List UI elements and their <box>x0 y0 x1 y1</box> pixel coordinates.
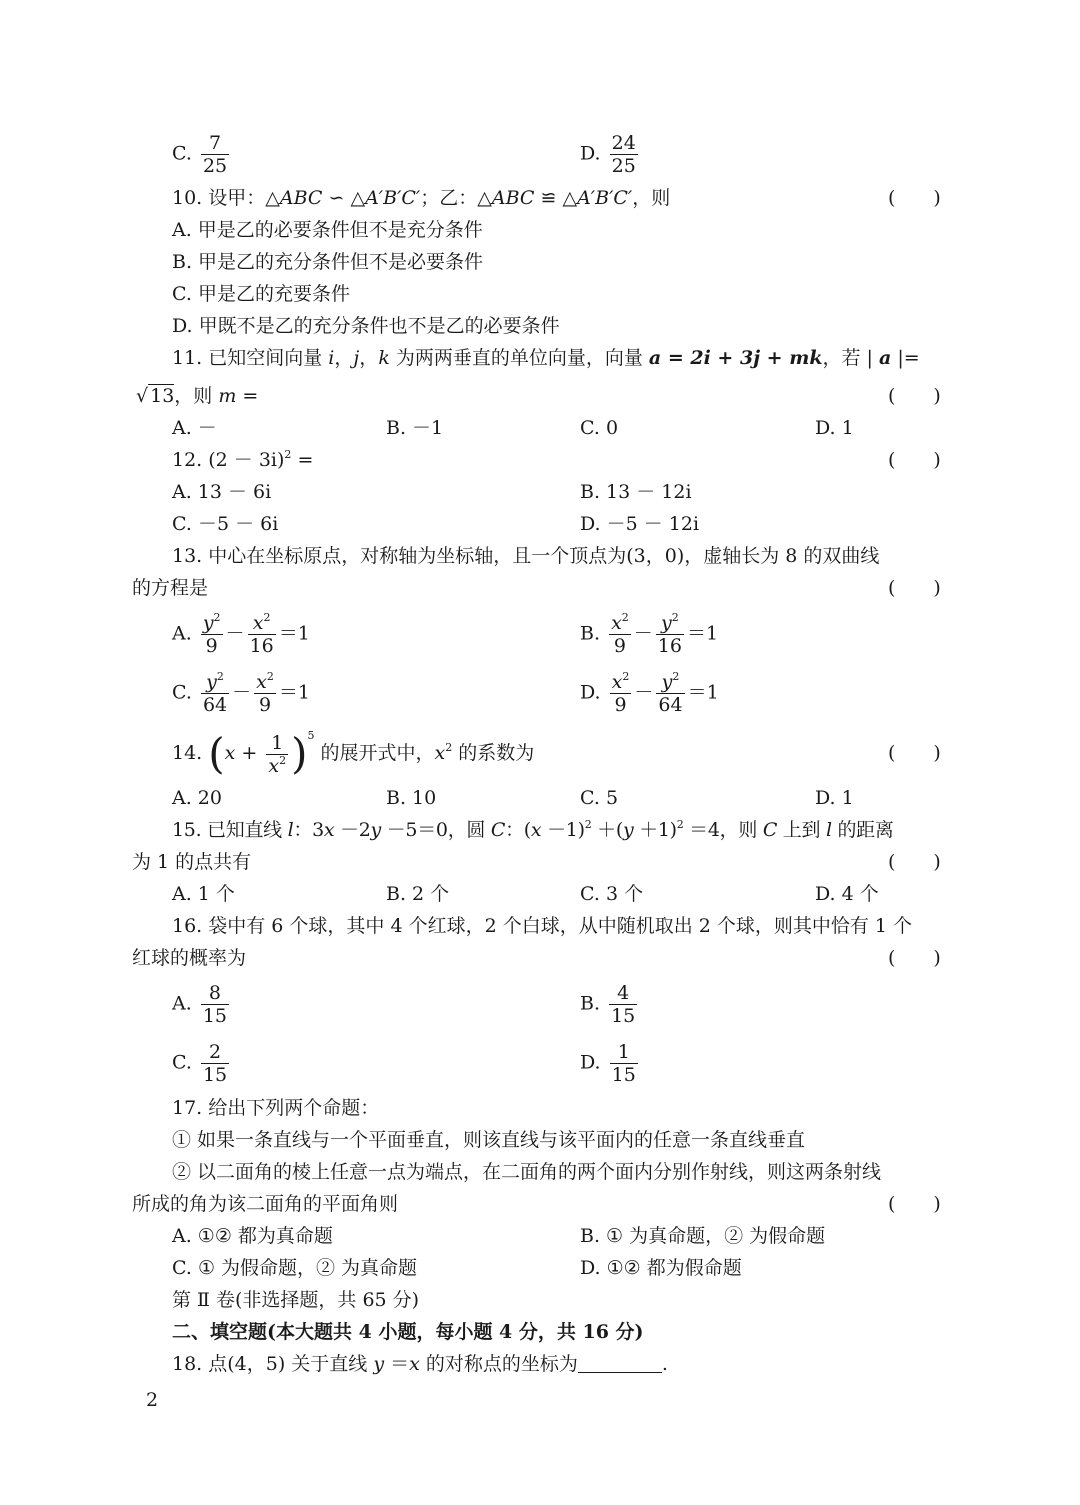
minus: － <box>225 622 245 645</box>
text: ；乙：△ <box>420 187 492 209</box>
q10-option-d: D. 甲既不是乙的充分条件也不是乙的必要条件 <box>172 315 560 337</box>
radicand: 13 <box>150 385 175 407</box>
q17-proposition-1: ① 如果一条直线与一个平面垂直，则该直线与该平面内的任意一条直线垂直 <box>172 1129 806 1151</box>
math: x <box>530 819 542 841</box>
exponent: 2 <box>263 611 271 624</box>
equals: ＝1 <box>686 622 719 645</box>
numerator <box>201 671 229 693</box>
exponent: 2 <box>584 818 592 831</box>
q11-stem-line1 <box>172 346 920 370</box>
q12-answer-paren: ( ) <box>888 449 941 471</box>
text: ：3 <box>293 819 324 841</box>
option-label: A. <box>172 992 192 1015</box>
q11-option-a: A. － <box>172 417 217 439</box>
q11-stem-line2 <box>136 384 258 408</box>
q15-stem-line1 <box>172 818 894 842</box>
minus: － <box>634 681 654 704</box>
plus: + <box>235 742 264 764</box>
numerator: 1 <box>617 1041 630 1063</box>
fraction <box>610 1041 638 1086</box>
q16-option-d <box>580 1041 641 1086</box>
exponent: 2 <box>213 611 221 624</box>
q16-option-c <box>172 1041 232 1086</box>
exponent: 2 <box>279 753 287 767</box>
q13-option-d <box>580 671 719 716</box>
q18-stem <box>172 1352 668 1376</box>
math: y <box>373 1353 385 1375</box>
text: －5＝0，圆 <box>380 819 491 841</box>
math: x <box>268 754 280 777</box>
text: ， <box>359 347 379 369</box>
numerator <box>609 612 631 634</box>
numerator: 7 <box>209 132 222 154</box>
equals: ＝1 <box>278 622 310 645</box>
text: 11. 已知空间向量 <box>172 347 329 369</box>
math: j <box>353 347 360 369</box>
math: ABC <box>491 187 535 209</box>
q12-option-a: A. 13 － 6i <box>172 481 272 503</box>
q15-option-a: A. 1 个 <box>172 883 235 905</box>
text: . <box>661 1353 668 1375</box>
text: ＝4，则 <box>683 819 763 841</box>
q10-answer-paren: ( ) <box>888 187 941 209</box>
q13-stem-line1: 13. 中心在坐标原点，对称轴为坐标轴，且一个顶点为(3，0)，虚轴长为 8 的双曲线 <box>172 545 880 567</box>
math: m <box>218 385 237 407</box>
equals: ＝1 <box>278 681 310 704</box>
text: ，若 | <box>822 347 879 369</box>
math: x <box>224 742 236 764</box>
math: x <box>323 819 335 841</box>
fraction <box>656 612 684 657</box>
q16-option-a <box>172 982 232 1027</box>
right-paren-icon: ) <box>291 729 308 778</box>
text: ，则 <box>632 187 671 209</box>
text: －2 <box>334 819 371 841</box>
exponent: 2 <box>671 611 679 624</box>
q17-option-b: B. ① 为真命题，② 为假命题 <box>580 1225 826 1247</box>
q16-answer-paren: ( ) <box>888 947 941 969</box>
text: ， <box>334 347 354 369</box>
q11-option-b: B. －1 <box>386 417 444 439</box>
text: 12. (2 － 3i) <box>172 449 285 471</box>
math: y <box>661 671 673 693</box>
numerator <box>201 612 223 634</box>
denominator: 15 <box>202 1064 228 1086</box>
math: A′B′C′ <box>365 187 421 209</box>
numerator <box>254 671 276 693</box>
q14-option-a: A. 20 <box>172 787 222 809</box>
text: = <box>291 449 314 471</box>
denominator: 25 <box>202 155 228 177</box>
math: x <box>611 612 622 634</box>
q13-stem-line2: 的方程是 <box>132 577 209 599</box>
denominator: 9 <box>609 634 631 657</box>
option-label: A. <box>172 622 192 645</box>
math: y <box>206 671 217 693</box>
text: 的系数为 <box>452 742 535 764</box>
denominator: 15 <box>202 1005 227 1027</box>
option-label: C. <box>172 681 192 704</box>
q15-option-d: D. 4 个 <box>815 883 879 905</box>
math: C <box>762 819 778 841</box>
text: ：( <box>505 819 531 841</box>
q12-option-c: C. －5 － 6i <box>172 513 279 535</box>
exponent: 2 <box>445 741 453 754</box>
question-number: 14. <box>172 742 203 764</box>
denominator: 15 <box>611 1064 636 1086</box>
q16-option-b <box>580 982 640 1027</box>
exponent: 2 <box>284 448 292 461</box>
q13-option-b <box>580 612 718 657</box>
text: ≌ △ <box>534 187 578 209</box>
fraction <box>610 671 632 716</box>
fraction <box>201 982 229 1027</box>
option-label: B. <box>580 992 601 1015</box>
denominator: 9 <box>610 693 632 716</box>
exponent: 2 <box>622 670 630 683</box>
text: 为两两垂直的单位向量，向量 <box>389 347 649 369</box>
numerator: 2 <box>209 1041 222 1063</box>
math: x <box>256 671 267 693</box>
math: x <box>252 612 264 634</box>
q11-answer-paren: ( ) <box>888 385 941 407</box>
q17-proposition-2-line1: ② 以二面角的棱上任意一点为端点，在二面角的两个面内分别作射线，则这两条射线 <box>172 1161 882 1183</box>
exponent: 2 <box>672 670 680 683</box>
q15-stem-line2: 为 1 的点共有 <box>132 851 252 873</box>
q13-answer-paren: ( ) <box>888 577 941 599</box>
q10-option-c: C. 甲是乙的充要条件 <box>172 283 350 305</box>
q12-stem <box>172 448 313 472</box>
fraction <box>201 612 223 657</box>
q11-option-c: C. 0 <box>580 417 619 439</box>
denominator: 64 <box>658 694 683 716</box>
q16-stem-line1: 16. 袋中有 6 个球，其中 4 个红球，2 个白球，从中随机取出 2 个球，则其中恰有 1 个 <box>172 915 913 937</box>
fraction <box>266 732 288 777</box>
exponent: 2 <box>621 611 629 624</box>
q14-option-c: C. 5 <box>580 787 619 809</box>
answer-blank[interactable] <box>578 1354 662 1373</box>
q17-option-d: D. ①② 都为假命题 <box>580 1257 742 1279</box>
q14-answer-paren: ( ) <box>888 742 941 764</box>
q12-option-b: B. 13 － 12i <box>580 481 692 503</box>
option-label: C. <box>172 1051 192 1074</box>
q17-stem: 17. 给出下列两个命题： <box>172 1097 380 1119</box>
numerator: 8 <box>208 982 221 1004</box>
q10-option-b: B. 甲是乙的充分条件但不是必要条件 <box>172 251 484 273</box>
denominator: 16 <box>249 635 274 657</box>
numerator: 24 <box>611 132 636 154</box>
math: i <box>328 347 335 369</box>
exponent: 2 <box>266 670 274 683</box>
fraction <box>201 671 229 716</box>
math: A′B′C′ <box>577 187 633 209</box>
fraction <box>201 1041 229 1086</box>
q10-option-a: A. 甲是乙的必要条件但不是充分条件 <box>172 219 483 241</box>
text: ＋( <box>591 819 623 841</box>
numerator <box>610 671 632 693</box>
option-label: B. <box>580 622 601 645</box>
fraction <box>201 132 229 177</box>
numerator: 4 <box>617 982 630 1004</box>
math: y <box>370 819 381 841</box>
numerator: 1 <box>271 731 284 754</box>
q14-stem <box>172 730 534 777</box>
q11-option-d: D. 1 <box>815 417 854 439</box>
math: x <box>434 742 446 764</box>
text: ＝ <box>384 1353 410 1375</box>
denominator: 25 <box>611 155 636 177</box>
q17-option-a: A. ①② 都为真命题 <box>172 1225 333 1247</box>
exponent: 5 <box>307 729 315 742</box>
q17-answer-paren: ( ) <box>888 1193 941 1215</box>
text: 18. 点(4，5) 关于直线 <box>172 1353 374 1375</box>
q9-option-c <box>172 132 232 177</box>
numerator <box>248 612 276 634</box>
part-2-heading: 第 Ⅱ 卷(非选择题，共 65 分) <box>172 1289 420 1311</box>
fraction <box>609 612 631 657</box>
section-heading: 二、填空题(本大题共 4 小题，每小题 4 分，共 16 分) <box>172 1321 644 1343</box>
q13-option-c <box>172 671 310 716</box>
fraction <box>656 671 684 716</box>
option-label: C. <box>172 142 192 165</box>
q12-option-d: D. －5 － 12i <box>580 513 700 535</box>
text: 的展开式中， <box>314 742 435 764</box>
q17-proposition-2-line2: 所成的角为该二面角的平面角则 <box>132 1193 399 1215</box>
numerator <box>656 612 684 634</box>
q17-option-c: C. ① 为假命题，② 为真命题 <box>172 1257 418 1279</box>
vector: a <box>878 347 892 369</box>
math: l <box>825 819 832 841</box>
q13-option-a <box>172 612 310 657</box>
fraction <box>248 612 276 657</box>
minus: － <box>633 622 653 645</box>
minus: － <box>232 681 252 704</box>
math: x <box>611 671 623 693</box>
math: l <box>287 819 294 841</box>
option-label: D. <box>580 681 601 704</box>
q10-stem <box>172 186 670 210</box>
numerator <box>656 671 684 693</box>
math: y <box>622 819 634 841</box>
q16-stem-line2: 红球的概率为 <box>132 947 247 969</box>
text: ，则 <box>174 385 219 407</box>
text: = <box>236 385 259 407</box>
text: 10. 设甲：△ <box>172 187 280 209</box>
denominator: 15 <box>611 1005 636 1027</box>
q9-option-d <box>580 132 641 177</box>
q15-answer-paren: ( ) <box>888 851 941 873</box>
math: y <box>661 612 672 634</box>
option-label: D. <box>580 142 601 165</box>
math: ABC <box>279 187 323 209</box>
page-number: 2 <box>146 1389 159 1411</box>
math: k <box>378 347 390 369</box>
denominator <box>266 754 288 777</box>
fraction <box>609 982 637 1027</box>
text: |= <box>891 347 920 369</box>
exponent: 2 <box>216 670 224 683</box>
text: 的对称点的坐标为 <box>419 1353 578 1375</box>
denominator: 9 <box>254 693 276 716</box>
math: y <box>202 612 214 634</box>
q15-option-c: C. 3 个 <box>580 883 644 905</box>
q15-option-b: B. 2 个 <box>386 883 450 905</box>
fraction <box>610 132 638 177</box>
equals: ＝1 <box>687 681 719 704</box>
text: 的距离 <box>831 819 894 841</box>
left-paren-icon: ( <box>208 729 225 778</box>
math: C <box>490 819 506 841</box>
text: 15. 已知直线 <box>172 819 288 841</box>
text: －1) <box>541 819 585 841</box>
q14-option-d: D. 1 <box>815 787 854 809</box>
denominator: 64 <box>202 694 228 716</box>
vector-expression: a = 2i + 3j + mk <box>648 347 823 369</box>
text: ＋1) <box>633 819 677 841</box>
denominator: 16 <box>657 635 682 657</box>
text: ∽ △ <box>322 187 366 209</box>
option-label: D. <box>580 1051 601 1074</box>
sqrt-icon: √ <box>136 385 149 407</box>
fraction <box>254 671 276 716</box>
text: 上到 <box>777 819 826 841</box>
math: x <box>409 1353 420 1375</box>
exponent: 2 <box>676 818 684 831</box>
q14-option-b: B. 10 <box>386 787 437 809</box>
denominator: 9 <box>201 634 223 657</box>
